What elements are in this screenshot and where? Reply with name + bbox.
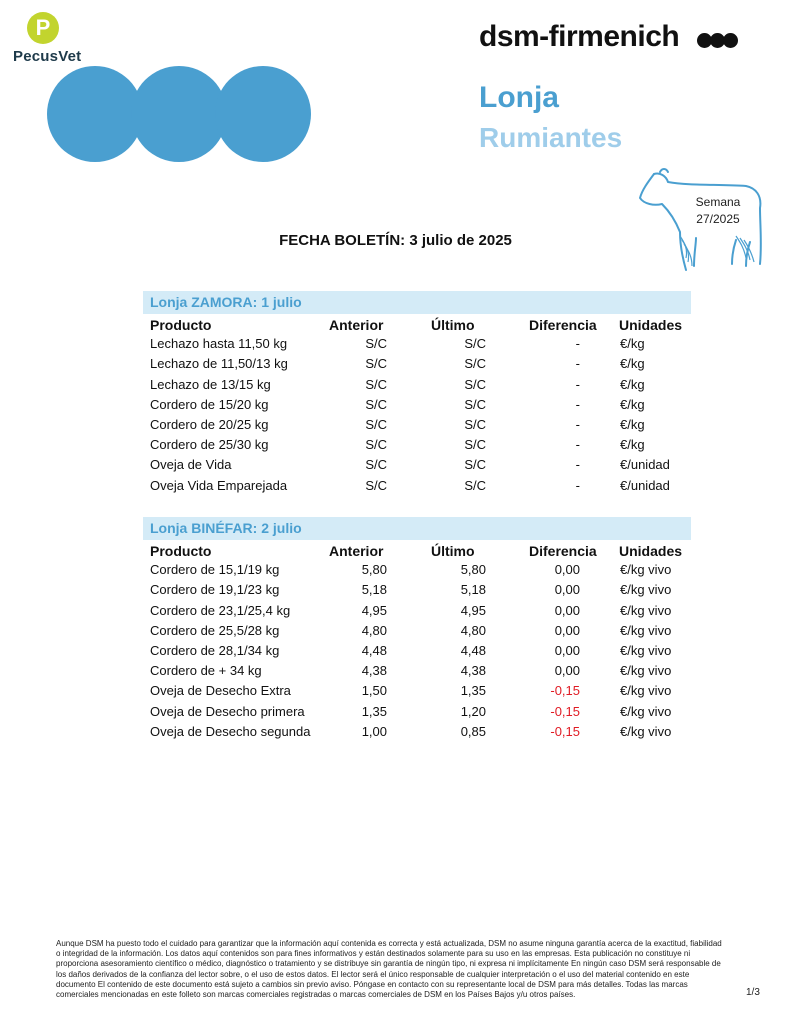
- cell-unidades: €/kg vivo: [620, 723, 672, 739]
- cell-ultimo: S/C: [464, 457, 486, 473]
- cell-anterior: 1,00: [361, 723, 387, 739]
- cell-ultimo: 0,85: [460, 723, 486, 739]
- cell-diferencia: 0,00: [554, 582, 580, 598]
- cell-ultimo: S/C: [464, 416, 486, 432]
- cell-diferencia: -: [575, 416, 580, 432]
- bulletin-date: FECHA BOLETÍN: 3 julio de 2025: [279, 232, 512, 249]
- cell-anterior: 4,80: [361, 622, 387, 638]
- table-row: [143, 354, 691, 374]
- cell-producto: Cordero de 25,5/28 kg: [150, 622, 280, 638]
- pecusvet-logo-text: PecusVet: [13, 48, 82, 65]
- table-body: [143, 334, 691, 496]
- cell-unidades: €/kg vivo: [620, 602, 672, 618]
- cell-producto: Lechazo de 11,50/13 kg: [150, 356, 288, 372]
- cell-unidades: €/kg: [620, 376, 645, 392]
- cell-producto: Cordero de 15/20 kg: [150, 396, 269, 412]
- table-row: [143, 722, 691, 742]
- cell-diferencia: -: [575, 336, 580, 352]
- table-row: [143, 415, 691, 435]
- table-row: [143, 580, 691, 600]
- table-row: [143, 601, 691, 621]
- table-row: [143, 455, 691, 475]
- cell-producto: Oveja de Desecho primera: [150, 703, 305, 719]
- week-value: 27/2025: [696, 212, 740, 226]
- cell-producto: Oveja de Desecho segunda: [150, 723, 311, 739]
- cell-ultimo: S/C: [464, 477, 486, 493]
- col-producto: Producto: [150, 317, 212, 333]
- table-row: [143, 702, 691, 722]
- decorative-circle: [131, 66, 227, 162]
- cell-anterior: S/C: [365, 356, 387, 372]
- cell-diferencia: -0,15: [550, 683, 580, 699]
- cell-producto: Cordero de 19,1/23 kg: [150, 582, 280, 598]
- cell-producto: Cordero de 25/30 kg: [150, 437, 269, 453]
- cell-diferencia: -: [575, 356, 580, 372]
- cell-diferencia: -: [575, 477, 580, 493]
- col-unidades: Unidades: [619, 317, 683, 333]
- cell-producto: Cordero de 15,1/19 kg: [150, 562, 280, 578]
- cell-ultimo: S/C: [464, 437, 486, 453]
- cell-anterior: 4,95: [361, 602, 387, 618]
- cell-anterior: S/C: [365, 336, 387, 352]
- col-ultimo: Último: [431, 317, 475, 333]
- cell-diferencia: -: [575, 437, 580, 453]
- cell-ultimo: S/C: [464, 376, 486, 392]
- table-row: [143, 476, 691, 496]
- cell-diferencia: -: [575, 376, 580, 392]
- cell-anterior: 4,48: [361, 642, 387, 658]
- page-subtitle: Rumiantes: [479, 122, 623, 153]
- week-badge: [683, 194, 753, 228]
- cell-anterior: S/C: [365, 437, 387, 453]
- table-row: [143, 334, 691, 354]
- col-anterior: Anterior: [329, 543, 384, 559]
- cell-unidades: €/kg vivo: [620, 663, 672, 679]
- cell-anterior: 1,35: [361, 703, 387, 719]
- table-row: [143, 560, 691, 580]
- cell-diferencia: 0,00: [554, 562, 580, 578]
- table-header: [143, 314, 691, 334]
- cell-ultimo: 4,80: [460, 622, 486, 638]
- cell-diferencia: 0,00: [554, 642, 580, 658]
- table-row: [143, 681, 691, 701]
- cell-diferencia: -: [575, 396, 580, 412]
- cell-anterior: S/C: [365, 457, 387, 473]
- cell-producto: Cordero de 23,1/25,4 kg: [150, 602, 291, 618]
- decorative-circle: [215, 66, 311, 162]
- cell-producto: Cordero de 28,1/34 kg: [150, 642, 280, 658]
- cell-producto: Cordero de 20/25 kg: [150, 416, 269, 432]
- cell-unidades: €/kg vivo: [620, 622, 672, 638]
- table-row: [143, 435, 691, 455]
- col-anterior: Anterior: [329, 317, 384, 333]
- cell-unidades: €/kg vivo: [620, 582, 672, 598]
- cell-diferencia: -0,15: [550, 723, 580, 739]
- col-unidades: Unidades: [619, 543, 683, 559]
- cell-diferencia: 0,00: [554, 663, 580, 679]
- cell-ultimo: 5,18: [460, 582, 486, 598]
- cell-producto: Lechazo hasta 11,50 kg: [150, 336, 288, 352]
- cell-anterior: 1,50: [361, 683, 387, 699]
- cell-ultimo: S/C: [464, 336, 486, 352]
- disclaimer-text: Aunque DSM ha puesto todo el cuidado para garantizar que la información aquí contenida es correcta y está actualizada, DSM no asume ninguna garantía acerca de la exactitud, fiabilidad o integridad de la información. Los datos aquí contenidos son para fines informativos y están destinados solamente para su uso en las empresas. Esta publicación no constituye ni proporciona asesoramiento científico o médico, diagnóstico o tratamiento y se distribuye sin garantía de ningún tipo, ni expresa ni implícitamente En ningún caso DSM será responsable de los daños derivados de la confianza del lector sobre, o el uso de estos datos. El lector será el único responsable de cualquier interpretación o el uso del material contenido en este documento El contenido de este documento está sujeto a cambios sin previo aviso. Póngase en contacto con su representante local de DSM para más detalles. Todas las marcas comerciales mencionadas en este folleto son marcas comerciales registradas o marcas comerciales de DSM en los Países Bajos y/u otros países.: [56, 939, 722, 1000]
- cell-unidades: €/kg vivo: [620, 642, 672, 658]
- cell-producto: Oveja Vida Emparejada: [150, 477, 288, 493]
- decorative-circle: [47, 66, 143, 162]
- table-row: [143, 621, 691, 641]
- week-label: Semana: [695, 195, 741, 209]
- section-title: Lonja BINÉFAR: 2 julio: [143, 517, 691, 540]
- brand-logo: dsm-firmenich: [479, 20, 680, 53]
- cell-unidades: €/kg: [620, 437, 645, 453]
- col-diferencia: Diferencia: [529, 317, 597, 333]
- cell-unidades: €/kg vivo: [620, 703, 672, 719]
- cell-ultimo: 1,35: [460, 683, 486, 699]
- cell-diferencia: -0,15: [550, 703, 580, 719]
- cell-producto: Cordero de + 34 kg: [150, 663, 262, 679]
- cell-anterior: S/C: [365, 477, 387, 493]
- page-title: Lonja: [479, 81, 559, 114]
- cell-unidades: €/kg: [620, 336, 645, 352]
- section-zamora: [143, 291, 691, 496]
- brand-dots-icon: [697, 33, 736, 53]
- cell-ultimo: S/C: [464, 396, 486, 412]
- cell-ultimo: S/C: [464, 356, 486, 372]
- cell-diferencia: 0,00: [554, 622, 580, 638]
- pecusvet-logo-icon: P: [27, 12, 59, 44]
- table-row: [143, 395, 691, 415]
- section-binefar: [143, 517, 691, 742]
- cell-diferencia: -: [575, 457, 580, 473]
- cell-unidades: €/kg: [620, 416, 645, 432]
- cell-anterior: S/C: [365, 416, 387, 432]
- table-body: [143, 560, 691, 742]
- cell-unidades: €/unidad: [620, 457, 670, 473]
- cell-unidades: €/kg vivo: [620, 683, 672, 699]
- cell-anterior: 5,80: [361, 562, 387, 578]
- cell-ultimo: 5,80: [460, 562, 486, 578]
- cell-producto: Oveja de Desecho Extra: [150, 683, 291, 699]
- cell-unidades: €/unidad: [620, 477, 670, 493]
- cell-anterior: 5,18: [361, 582, 387, 598]
- cell-ultimo: 4,95: [460, 602, 486, 618]
- col-diferencia: Diferencia: [529, 543, 597, 559]
- table-row: [143, 661, 691, 681]
- cell-ultimo: 1,20: [460, 703, 486, 719]
- cell-unidades: €/kg: [620, 396, 645, 412]
- cell-ultimo: 4,38: [460, 663, 486, 679]
- cell-unidades: €/kg: [620, 356, 645, 372]
- page-number: 1/3: [746, 987, 760, 998]
- table-row: [143, 375, 691, 395]
- col-ultimo: Último: [431, 543, 475, 559]
- cell-producto: Oveja de Vida: [150, 457, 232, 473]
- cell-ultimo: 4,48: [460, 642, 486, 658]
- cell-anterior: S/C: [365, 376, 387, 392]
- cell-anterior: 4,38: [361, 663, 387, 679]
- table-header: [143, 540, 691, 560]
- cell-anterior: S/C: [365, 396, 387, 412]
- section-title: Lonja ZAMORA: 1 julio: [143, 291, 691, 314]
- col-producto: Producto: [150, 543, 212, 559]
- cell-diferencia: 0,00: [554, 602, 580, 618]
- table-row: [143, 641, 691, 661]
- cell-producto: Lechazo de 13/15 kg: [150, 376, 271, 392]
- cell-unidades: €/kg vivo: [620, 562, 672, 578]
